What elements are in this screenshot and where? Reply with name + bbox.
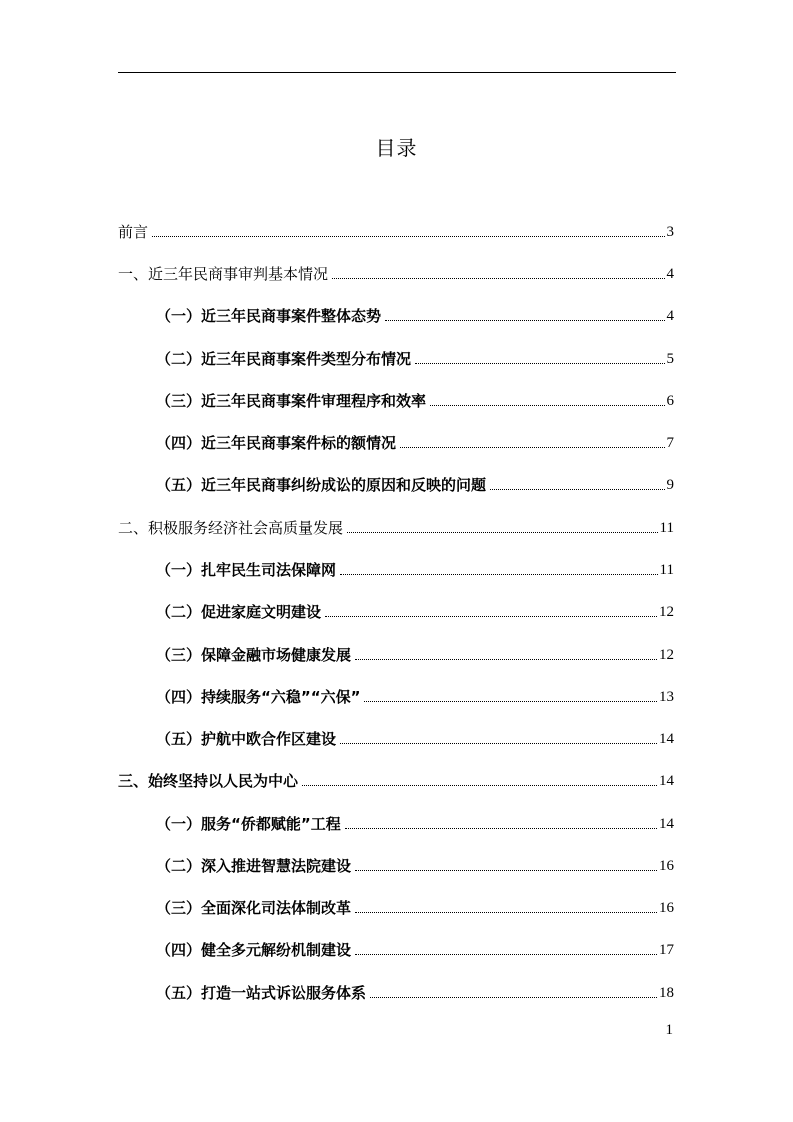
toc-entry[interactable] [156,683,674,707]
toc-entry[interactable] [156,979,674,1003]
page-number: 1 [665,1022,673,1038]
toc-entry[interactable] [156,387,674,411]
toc-leader-dots [430,405,664,406]
toc-leader-dots [355,912,657,913]
toc-entry-label: （五）护航中欧合作区建设 [156,730,337,748]
toc-entry-page: 7 [666,435,674,451]
toc-entry-label: 二、积极服务经济社会高质量发展 [118,519,344,537]
toc-entry[interactable] [156,345,674,369]
toc-entry[interactable] [156,302,674,326]
header-rule [118,72,676,73]
toc-entry[interactable] [156,598,674,622]
toc-entry-label: （五）打造一站式诉讼服务体系 [156,984,367,1002]
toc-entry-label: （四）健全多元解纷机制建设 [156,941,352,959]
toc-entry[interactable] [156,852,674,876]
toc-leader-dots [364,701,657,702]
toc-leader-dots [345,828,657,829]
toc-entry-page: 13 [659,689,674,705]
toc-entry-page: 16 [659,900,674,916]
toc-entry-label: （二）近三年民商事案件类型分布情况 [156,350,412,368]
toc-leader-dots [355,870,657,871]
toc-entry-label: （二）促进家庭文明建设 [156,603,322,621]
toc-entry[interactable] [118,260,674,284]
toc-entry-label: （二）深入推进智慧法院建设 [156,857,352,875]
toc-entry-page: 4 [666,308,674,324]
toc-entry[interactable] [156,936,674,960]
toc-entry-page: 6 [666,393,674,409]
toc-entry-page: 16 [659,858,674,874]
toc-entry-label: （三）近三年民商事案件审理程序和效率 [156,392,427,410]
toc-entry[interactable] [118,514,674,538]
toc-leader-dots [490,489,664,490]
toc-entry-label: （一）扎牢民生司法保障网 [156,561,337,579]
toc-entry-label: 前言 [118,223,149,241]
toc-leader-dots [325,616,657,617]
toc-leader-dots [400,447,664,448]
toc-entry[interactable] [156,556,674,580]
toc-entry[interactable] [156,471,674,495]
toc-entry-page: 14 [659,731,674,747]
toc-entry-page: 11 [659,520,674,536]
toc-leader-dots [340,574,658,575]
toc-leader-dots [332,278,664,279]
toc-entry[interactable] [156,894,674,918]
toc-entry[interactable] [156,810,674,834]
toc-entry-label: （一）近三年民商事案件整体态势 [156,307,382,325]
toc-entry[interactable] [118,767,674,791]
toc-entry-label: （四）近三年民商事案件标的额情况 [156,434,397,452]
toc-entry-page: 17 [659,942,674,958]
toc-leader-dots [415,363,664,364]
toc-leader-dots [355,954,657,955]
toc-leader-dots [370,997,657,998]
toc-entry[interactable] [118,218,674,242]
toc-entry-page: 14 [659,773,674,789]
toc-entry-label: （五）近三年民商事纠纷成讼的原因和反映的问题 [156,476,487,494]
toc-leader-dots [152,236,664,237]
toc-leader-dots [340,743,657,744]
toc-leader-dots [302,785,657,786]
toc-entry-label: （四）持续服务“六稳”“六保” [156,688,361,706]
toc-entry[interactable] [156,429,674,453]
toc-entry-page: 9 [666,477,674,493]
toc-entry-label: 一、近三年民商事审判基本情况 [118,265,329,283]
toc-entry-page: 12 [659,604,674,620]
toc-entry-label: （一）服务“侨都赋能”工程 [156,815,341,833]
toc-entry-page: 4 [666,266,674,282]
toc-entry[interactable] [156,641,674,665]
toc-entry-page: 18 [659,985,674,1001]
toc-entry-page: 3 [666,224,674,240]
page-title: 目录 [375,136,418,160]
toc-entry-label: 三、始终坚持以人民为中心 [118,772,299,790]
toc-entry-page: 12 [659,647,674,663]
toc-entry[interactable] [156,725,674,749]
toc-entry-page: 11 [659,562,674,578]
toc-leader-dots [385,320,664,321]
toc-entry-label: （三）全面深化司法体制改革 [156,899,352,917]
toc-entry-label: （三）保障金融市场健康发展 [156,646,352,664]
toc-leader-dots [355,659,657,660]
toc-entry-page: 5 [666,351,674,367]
toc-entry-page: 14 [659,816,674,832]
toc-leader-dots [347,532,658,533]
